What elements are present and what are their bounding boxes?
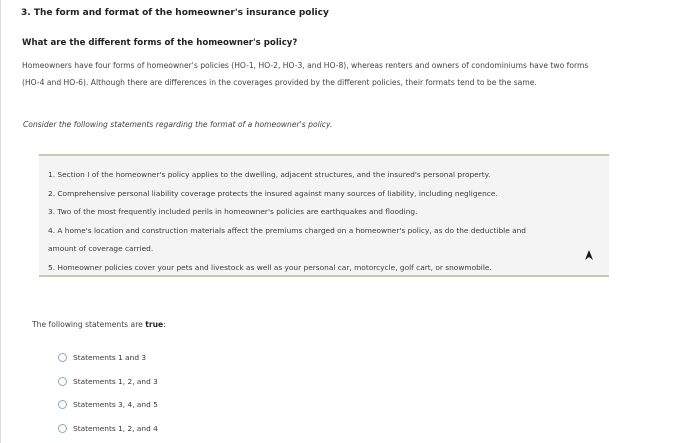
answer-option-2[interactable] [58, 370, 158, 394]
answer-option-3[interactable] [58, 393, 158, 417]
answer-option-4[interactable] [58, 417, 158, 441]
radio-button[interactable] [58, 400, 67, 409]
question-subtitle: What are the different forms of the homeowner's policy? [22, 38, 298, 48]
answer-option-label[interactable]: Statements 1 and 3 [73, 353, 147, 363]
intro-line-1: Homeowners have four forms of homeowner's policies (HO-1, HO-2, HO-3, and HO-8), whereas renters and owners of condominiums have two forms [22, 61, 589, 70]
answer-option-label[interactable]: Statements 1, 2, and 3 [73, 376, 158, 386]
statement-5: 5. Homeowner policies cover your pets and livestock as well as your personal car, motorcycle, golf cart, or snowmobile. [48, 262, 492, 272]
statements-list [48, 166, 588, 277]
intro-line-2: (HO-4 and HO-6). Although there are differences in the coverages provided by the different policies, their formats tend to be the same. [22, 78, 537, 87]
mouse-pointer-icon [584, 249, 594, 261]
answer-options [58, 346, 158, 440]
radio-button[interactable] [58, 377, 67, 386]
answer-prompt-prefix: The following statements are [32, 320, 146, 329]
question-title: 3. The form and format of the homeowner's insurance policy [21, 8, 329, 18]
answer-prompt-emphasis: true [145, 320, 164, 329]
intro-paragraph [22, 57, 662, 91]
statements-box [39, 154, 609, 277]
statement-4-continued: amount of coverage carried. [48, 244, 154, 253]
radio-button[interactable] [58, 424, 67, 433]
statement-2: 2. Comprehensive personal liability coverage protects the insured against many sources of liability, including negligence. [48, 188, 498, 198]
answer-option-1[interactable] [58, 346, 158, 370]
radio-button[interactable] [58, 353, 67, 362]
answer-option-label[interactable]: Statements 3, 4, and 5 [73, 400, 158, 410]
statement-1: 1. Section I of the homeowner's policy applies to the dwelling, adjacent structures, and the insured's personal property. [48, 170, 491, 179]
statement-4: 4. A home's location and construction materials affect the premiums charged on a homeowner's policy, as do the deductible and [48, 225, 526, 235]
answer-prompt-suffix: : [163, 320, 166, 329]
statement-3: 3. Two of the most frequently included perils in homeowner's policies are earthquakes and flooding. [48, 207, 418, 216]
answer-option-label[interactable]: Statements 1, 2, and 4 [73, 423, 158, 433]
answer-prompt [32, 320, 166, 329]
statements-prompt: Consider the following statements regarding the format of a homeowner's policy. [23, 120, 333, 129]
